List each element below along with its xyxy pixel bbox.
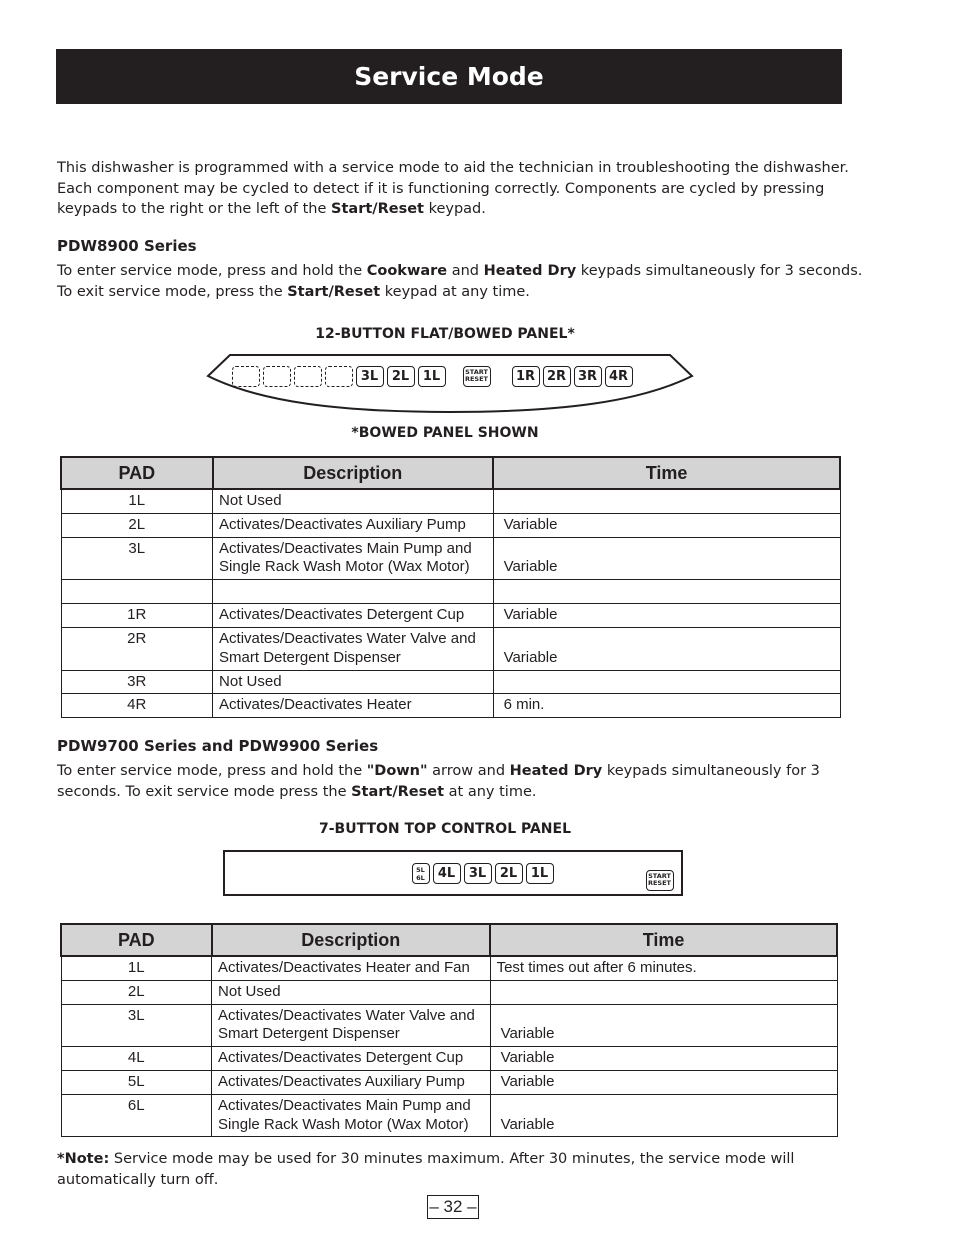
note-label: *Note: <box>57 1151 110 1167</box>
intro-bold: Start/Reset <box>331 201 424 218</box>
time-cell: Variable <box>490 1070 837 1094</box>
pdw8900-line-2 <box>57 282 862 303</box>
intro-text-end: keypad. <box>423 201 486 218</box>
description-line: Activates/Deactivates Detergent Cup <box>219 606 465 624</box>
description-line: Smart Detergent Dispenser <box>218 1025 400 1043</box>
key-1l: 1L <box>418 366 446 387</box>
table-row <box>61 1094 837 1137</box>
start-reset-key <box>463 366 491 387</box>
description-line: Activates/Deactivates Detergent Cup <box>218 1049 464 1067</box>
description-line: Activates/Deactivates Water Valve and <box>218 1006 475 1024</box>
key-2l: 2L <box>387 366 415 387</box>
panel7-start-wrap <box>644 863 675 891</box>
start-label: START <box>648 872 671 880</box>
description-line: Activates/Deactivates Heater and Fan <box>218 959 470 976</box>
text: at any time. <box>444 783 537 800</box>
pdw8900-instructions <box>57 261 862 302</box>
table-row <box>61 489 840 513</box>
page-number: – 32 – <box>427 1195 479 1219</box>
pad-cell: 1L <box>61 956 212 980</box>
description-line: Activates/Deactivates Main Pump and <box>218 1096 471 1114</box>
key-5l-6l <box>412 863 430 884</box>
key-6l-label: 6L <box>416 873 425 882</box>
pad-cell: 3R <box>61 670 213 694</box>
description-line: Not Used <box>218 982 281 1000</box>
description-cell <box>212 956 491 980</box>
description-cell <box>213 580 494 604</box>
time-cell: Test times out after 6 minutes. <box>490 956 837 980</box>
text: keypads simultaneously for 3 <box>602 763 820 779</box>
start-label: START <box>465 368 488 376</box>
unlabeled-key <box>325 366 353 387</box>
panel12-caption: 12-BUTTON FLAT/BOWED PANEL* <box>315 326 575 342</box>
pdw8900-heading: PDW8900 Series <box>57 237 197 255</box>
description-cell <box>212 1004 491 1047</box>
panel7-keys <box>410 863 555 884</box>
key-2l: 2L <box>495 863 523 884</box>
table-header-row <box>61 924 837 956</box>
key-2r: 2R <box>543 366 571 387</box>
text: seconds. To exit service mode press the <box>57 783 352 800</box>
time-cell: Variable <box>493 513 840 537</box>
col-header-time: Time <box>493 457 840 489</box>
pdw9700-pad-table <box>60 923 838 1137</box>
col-header-description: Description <box>213 457 494 489</box>
note-text: Service mode may be used for 30 minutes maximum. After 30 minutes, the service mode will <box>109 1151 795 1167</box>
key-4l: 4L <box>433 863 461 884</box>
unlabeled-key <box>294 366 322 387</box>
description-line: Activates/Deactivates Water Valve and <box>219 629 476 647</box>
table-row <box>61 694 840 718</box>
key-3l: 3L <box>356 366 384 387</box>
time-cell: Variable <box>490 1004 837 1047</box>
start-reset-key <box>646 870 674 891</box>
table-row <box>61 513 840 537</box>
table-row <box>61 1004 837 1047</box>
description-cell <box>213 489 494 513</box>
reset-label: RESET <box>464 375 488 383</box>
description-line: Smart Detergent Dispenser <box>219 648 401 666</box>
table-row <box>61 1047 837 1071</box>
top-control-panel <box>223 850 683 896</box>
text: and <box>447 263 484 279</box>
time-cell: Variable <box>493 627 840 670</box>
table-row <box>61 627 840 670</box>
key-4r: 4R <box>605 366 633 387</box>
description-line: Single Rack Wash Motor (Wax Motor) <box>218 1115 469 1133</box>
bold-text: Heated Dry <box>483 263 577 279</box>
table-row <box>61 580 840 604</box>
table-row <box>61 604 840 628</box>
panel7-caption: 7-BUTTON TOP CONTROL PANEL <box>318 821 572 837</box>
note-line-2: automatically turn off. <box>57 1171 219 1188</box>
time-cell: 6 min. <box>493 694 840 718</box>
col-header-pad: PAD <box>61 924 212 956</box>
description-line: Activates/Deactivates Auxiliary Pump <box>218 1072 465 1090</box>
bold-text: Heated Dry <box>509 763 603 779</box>
unlabeled-key <box>232 366 260 387</box>
description-cell <box>213 537 494 580</box>
panel12-note: *BOWED PANEL SHOWN <box>351 425 539 441</box>
pad-cell: 2L <box>61 980 212 1004</box>
table-row <box>61 956 837 980</box>
pdw9700-instructions <box>57 761 820 802</box>
time-cell: Variable <box>493 537 840 580</box>
description-cell <box>212 980 491 1004</box>
text: To enter service mode, press and hold the <box>57 263 367 279</box>
description-line: Single Rack Wash Motor (Wax Motor) <box>219 558 470 576</box>
description-cell <box>212 1047 491 1071</box>
intro-paragraph <box>57 158 849 220</box>
page-title: Service Mode <box>354 62 544 91</box>
bold-text: Start/Reset <box>287 283 381 300</box>
description-cell <box>212 1070 491 1094</box>
service-note <box>57 1149 794 1190</box>
table-row <box>61 980 837 1004</box>
table-row <box>61 670 840 694</box>
description-cell <box>213 627 494 670</box>
intro-line-2: Each component may be cycled to detect if it is functioning correctly. Components are cycled by pressing <box>57 180 825 197</box>
description-cell <box>213 694 494 718</box>
intro-line-3 <box>57 199 849 220</box>
pad-cell: 4L <box>61 1047 212 1071</box>
description-cell <box>213 604 494 628</box>
pad-cell: 1L <box>61 489 213 513</box>
description-cell <box>213 670 494 694</box>
pad-cell: 1R <box>61 604 213 628</box>
pdw9700-line-2 <box>57 782 820 803</box>
pdw8900-pad-table <box>60 456 841 718</box>
time-cell <box>493 670 840 694</box>
table-row <box>61 537 840 580</box>
pad-cell: 2R <box>61 627 213 670</box>
time-cell <box>493 580 840 604</box>
description-cell <box>212 1094 491 1137</box>
pdw9700-line-1 <box>57 761 820 782</box>
time-cell: Variable <box>493 604 840 628</box>
time-cell: Variable <box>490 1094 837 1137</box>
panel12-keys <box>230 364 634 388</box>
col-header-pad: PAD <box>61 457 213 489</box>
description-line: Activates/Deactivates Heater <box>219 696 412 714</box>
text: To exit service mode, press the <box>57 283 288 300</box>
pad-cell: 5L <box>61 1070 212 1094</box>
key-3r: 3R <box>574 366 602 387</box>
pad-cell: 6L <box>61 1094 212 1137</box>
pad-cell: 4R <box>61 694 213 718</box>
pad-cell <box>61 580 213 604</box>
bold-text: Start/Reset <box>351 783 445 800</box>
description-cell <box>213 513 494 537</box>
pad-cell: 2L <box>61 513 213 537</box>
description-line: Activates/Deactivates Main Pump and <box>219 539 472 557</box>
intro-line-1: This dishwasher is programmed with a service mode to aid the technician in troubleshooting the dishwasher. <box>57 160 849 176</box>
description-line: Not Used <box>219 672 282 690</box>
key-5l-label: 5L <box>416 865 425 874</box>
bold-text: "Down" <box>366 763 428 779</box>
pdw8900-line-1 <box>57 261 862 282</box>
text: arrow and <box>427 763 510 779</box>
pad-cell: 3L <box>61 537 213 580</box>
text: keypad at any time. <box>380 283 530 300</box>
key-1r: 1R <box>512 366 540 387</box>
time-cell <box>493 489 840 513</box>
time-cell <box>490 980 837 1004</box>
key-3l: 3L <box>464 863 492 884</box>
pdw9700-heading: PDW9700 Series and PDW9900 Series <box>57 737 379 755</box>
description-line: Activates/Deactivates Auxiliary Pump <box>219 515 466 533</box>
text: To enter service mode, press and hold the <box>57 763 367 779</box>
unlabeled-key <box>263 366 291 387</box>
table-header-row <box>61 457 840 489</box>
bold-text: Cookware <box>366 263 448 279</box>
pad-cell: 3L <box>61 1004 212 1047</box>
table-row <box>61 1070 837 1094</box>
note-line-1 <box>57 1149 794 1170</box>
text: keypads simultaneously for 3 seconds. <box>576 263 863 279</box>
intro-text: keypads to the right or the left of the <box>57 201 332 218</box>
key-1l: 1L <box>526 863 554 884</box>
page-title-bar <box>56 49 842 104</box>
col-header-description: Description <box>212 924 491 956</box>
reset-label: RESET <box>647 879 671 887</box>
time-cell: Variable <box>490 1047 837 1071</box>
col-header-time: Time <box>490 924 837 956</box>
description-line: Not Used <box>219 492 282 509</box>
